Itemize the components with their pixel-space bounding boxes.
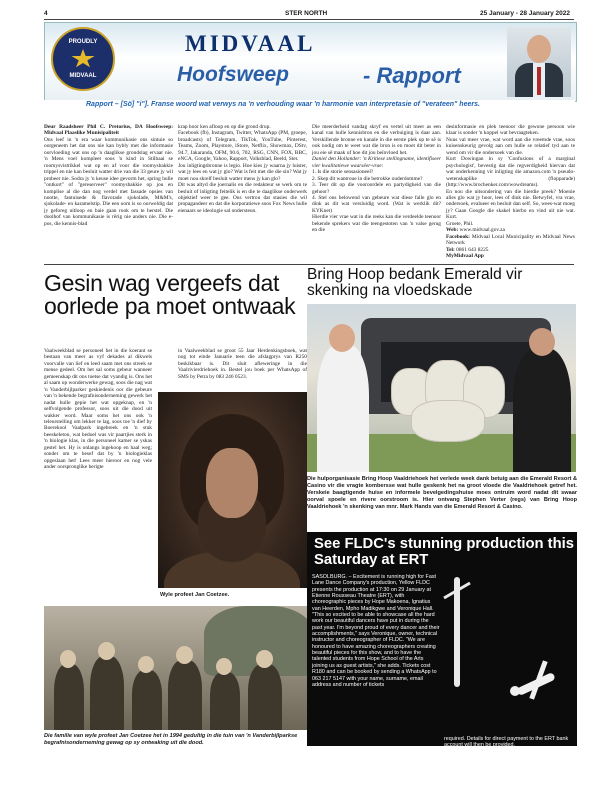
column-text: krap hoor ken afloop en op die grond drup. <box>178 124 271 130</box>
list-item: 1. Is die storie sensasioneel? <box>312 169 374 176</box>
column-text: desinformasie en plek teenoor die gewone persoon wie klaar is sonder 'n koppel wat bevraagteken. <box>446 124 575 137</box>
column-text: Hierdie vier vrae wat in die reeks kan die verdeelde teenoor bekende sprekers wat die teengestoten van 'n valse gerug en die <box>312 214 441 234</box>
donation-photo-caption: Die hulporganisasie Bring Hoop Vaaldriehoek het verlede week dank betuig aan die Emerald Resort & Casino vir die vragte kombersse wat hulle geskenk het na groot vloede die Vaaldriehoek getref het. Verskeie baagtigende huise en informele bevelgedingshuise moes ontruim word nadat dit swaar oorval spoele en rivere oorstroom is. Hier ontvang Stephen Verter (regs) van Bring Hoop Vaaldriehoek 'n skenking van mnr. Mark Hands van die Emerald Resort & Casino. <box>307 476 577 510</box>
column-text: En nou die uitsondering van die hierdie preek? Moenie alles glo wat jy hoor, lees of dink nie. Betwyfel, vra vrae, ondersoek, evalueer en besluit dan self. So, wees-wat moeg jy? Gaan Google die skakel hierbo en vind uit nie wat. Kurt. <box>446 188 575 221</box>
column-text: Dit was altyd die joernalis en die redakteur se werk om te besluit of inligting feitelik is en die te daaglikse onderwerk objektief weer te gee. Ons vertrou dat stasies die wil propagandeer en dat die korporatiewe soos Fox News hulle eienaars se ideologie sal ondersteun. <box>178 182 307 214</box>
paper-name: STER NORTH <box>285 10 328 17</box>
section-rule <box>44 264 574 265</box>
banner-title: MIDVAAL <box>185 31 316 56</box>
family-photo <box>44 606 307 730</box>
column-banner <box>44 22 577 102</box>
column-text: Facebook (fb), Instagram, Twitter, WhatsApp (PM, groepe, broadcasts) of Telegram, TikTok, YouTube, Pinterest, Teams, Zoom, Playstore, iStore, Netflix, Showmax, DStv, 94.7, Jakaranda, OFM, 90.6, 702, RSG, CNN, FOX, BBC, eNCA, Google, Yahoo, Rapport, Volksblad, Beeld, Ster. <box>178 130 307 163</box>
opinion-column-4 <box>446 124 575 260</box>
column-text: Kurt Dowingan in sy 'Confusions of a marginal psychologist', bevestig dat die regverdigheid hiervan dat wat onderkenning vir inligting die amazon.com 'n pseudo-wetenskaplike (flopparade) (http://www.brochenker.com/wowdreams). <box>446 156 575 189</box>
proudly-midvaal-logo: PROUDLY MIDVAAL <box>51 27 115 91</box>
column-text: Nuus val meer vrae, wat word aan die vreemde vrae, soos kuisenskeurig gevolg aan om hulle se relatief tyd aan te wend om vir die ondersoek van die. <box>446 136 575 156</box>
fldc-article-text-end: required. Details for direct payment to the ERT bank account will then be provided. <box>444 736 569 749</box>
column-text: Die meerderheid vandag skryf en vertel uit meer as een kanal van hulle kennisbron en die verbuiging is daar aan. Verskillende bronne en kanale in die eerste plek op te sê is ook nodig om te weet wat die bron is en moet dit beter in jou eie sê maak of hoe dit jou beïnvloed het. <box>312 124 441 156</box>
article-left-column-1: Vaalweekblad se personeel het in die koerant se bestaan van meer as vyf dekades al dikwels voorvalle van lief en leed saam met ons streek se mense gedeel. Om het sal soms gebeur wanneer gemeenskap dit ons toetse dat vyandig is. Ons het al saam op wonderwerke gewag, soos die nag wat 'n Vanderbijlparker geskiedenis oor die gebeure van 'n bekende begrafnisonderneming gewerk het nadat hulle gepie het wat opgeknap, en 'n selfvolgende professor, soos uit die dood uit wakker word. Maar soms het ons ook 'n teleurstelling om lekker te lag, soos toe 'n dief by Boerekool Vaalpark ingebreek en 'n stuk beeskeleton, wat bedoel was vir paartjies sterk in 'n biologie klas, in die personeel kamer se yskas gestel het. Hy is onlangs ingekoop en haal weg; sonder om te besef dat by 'n biologieklas opgeslaan het! Lees meer hieroor en nog vele ander oorspronglike berigte <box>44 348 152 471</box>
page-number: 4 <box>44 10 48 17</box>
dancer-photo-floor <box>506 660 566 724</box>
closing: Groete, Phil. <box>446 220 474 227</box>
issue-date: 25 January - 28 January 2022 <box>480 10 570 17</box>
byline: Deur Raadsheer Phil C. Pretorius, DA Hoofsweep: Midvaal Plaaslike Munisipaliteit <box>44 124 173 137</box>
banner-subtitle: Hoofsweep <box>177 63 290 86</box>
list-item: 3. Teer dit op die vooroordele en partydigheid van die gehoor? <box>312 182 441 195</box>
contact-tel: Tel: 0861 643 8225 <box>446 246 489 253</box>
fldc-headline: See FLDC's stunning production this Saturday at ERT <box>314 536 574 568</box>
opinion-column-1 <box>44 124 173 227</box>
list-item: 4. Stel ons belowend van gebeure wat diese falle glo en dink as dit wat versluidig word. (Wat is werklik dit? KYKnet) <box>312 194 441 214</box>
contact-facebook: Facebook: Midvaal Local Municipality en Midvaal News Network <box>446 233 575 247</box>
banner-definition: Rapport – [Sö] "i"]. Franse woord wat verwys na 'n verhouding waar 'n harmonie van interpretasie of "verateen" heers. <box>86 101 480 108</box>
pull-quote: Daniel den Hollander: 'n Kritiese stellingname, identifiseer vier kwalitatiewe waarsêer-vrae: <box>312 156 441 169</box>
article-left-column-2: in Vaalweekblad se groot 55 Jaar Herdenkingsboek, wat nog tot einde Januarie teen die afslagprys van R250 beskikbaar is. Dit sluit afleweringe in die Vaalrivierdriehoek in. Bestel jou boek per WhatsApp of SMS by Petra by 083 246 0523. <box>178 348 307 380</box>
prophet-photo <box>158 392 307 588</box>
donation-photo <box>307 304 576 472</box>
dancer-photo-pole <box>446 577 468 695</box>
prophet-photo-caption: Wyle profeet Jan Coetzee. <box>160 592 230 598</box>
opinion-column-3 <box>312 124 441 234</box>
fldc-article-text: SASOLBURG. – Excitement is running high for Fast Lane Dance Company's production, Yellow FLDC presents the production at 17:30 on 29 January at Etienne Rousseau Theatre (ERT), with choreographic pieces by Hope Makoena, Ignatius van Heerden, Mpho Madikgwe and Veronique Hall. "This so excited to be able to showcase all the hard work our beautiful dancers have put in during the past year. I'm beyond proud of every dancer and their accomplishments," says Veronique, owner, technical instructor and choreographer of FLDC. "We are honoured to have amazing choreographers creating beautiful pieces for this show, and to have the talented students from Hope School of the Arts joining us as guest artists," she adds. Tickets cost R180 and can be booked by sending a WhatsApp to 063 217 5147 with your name, surname, email address and number of tickets <box>312 574 440 688</box>
column-text: Jou inligtingsbronne is legio. Hoe kies jy waarna jy luister, wat jy lees en wat jy glo? Wat is feit met die die sin? Wat jy moet nou skrelf besluit watter mens jy kan glo? <box>178 162 307 182</box>
headline-right: Bring Hoop bedank Emerald vir skenking na vloedskade <box>307 266 523 299</box>
family-photo-caption: Die familie van wyle profeet Jan Coetzee het in 1994 gedultig in die tuin van 'n Vanderbijlparkse begrafnisonderneming gewag op sy ontwaking uit die dood. <box>44 733 298 746</box>
contact-app: MyMidvaal App <box>446 253 484 260</box>
list-item: 2. Skep dit wantroue in die betrokke ouderdomme? <box>312 175 423 182</box>
contact-web: Web: www.midvaal.gov.za <box>446 227 505 234</box>
opinion-column-2 <box>178 124 307 214</box>
column-text: Ons leef in 'n era waar kommunikasie ons sintuie so oorgeneem het dat ons nie kan bybly met die informasie oorvloeding wat ons op 'n daaglikse grondslag ervaar nie. 'n Mens voel kompleet soos 'n kind in Stilbaai se roomysvistrikkel wat op en af voor die roomysbakkie trippel en nie kan besluit watter drie van die 33 geure jy wil probeer nie. Sodra jy 'n keuse idee gevorm het, spring hulle "ontkort" of "gereserveer" roomysbakkie op jou en komplise al die dan nog verdel met fassade opsies van nootte, fantuisede & flavorade sjokolade, M&M's, sjokolade- en karamelstip. Die een oom is so oorweldig dat jy geforeg uitloop en baie gaan rook om te herstel. Die doolhof van kommunikasie is rêrig nie anders nie. Die e-pos, die kennis-blad <box>44 136 173 227</box>
header-rule <box>44 19 574 20</box>
banner-subtitle-right: - Rapport <box>363 63 461 88</box>
author-portrait <box>507 27 571 97</box>
headline-left: Gesin wag vergeefs dat oorlede pa moet ontwaak <box>44 270 296 319</box>
